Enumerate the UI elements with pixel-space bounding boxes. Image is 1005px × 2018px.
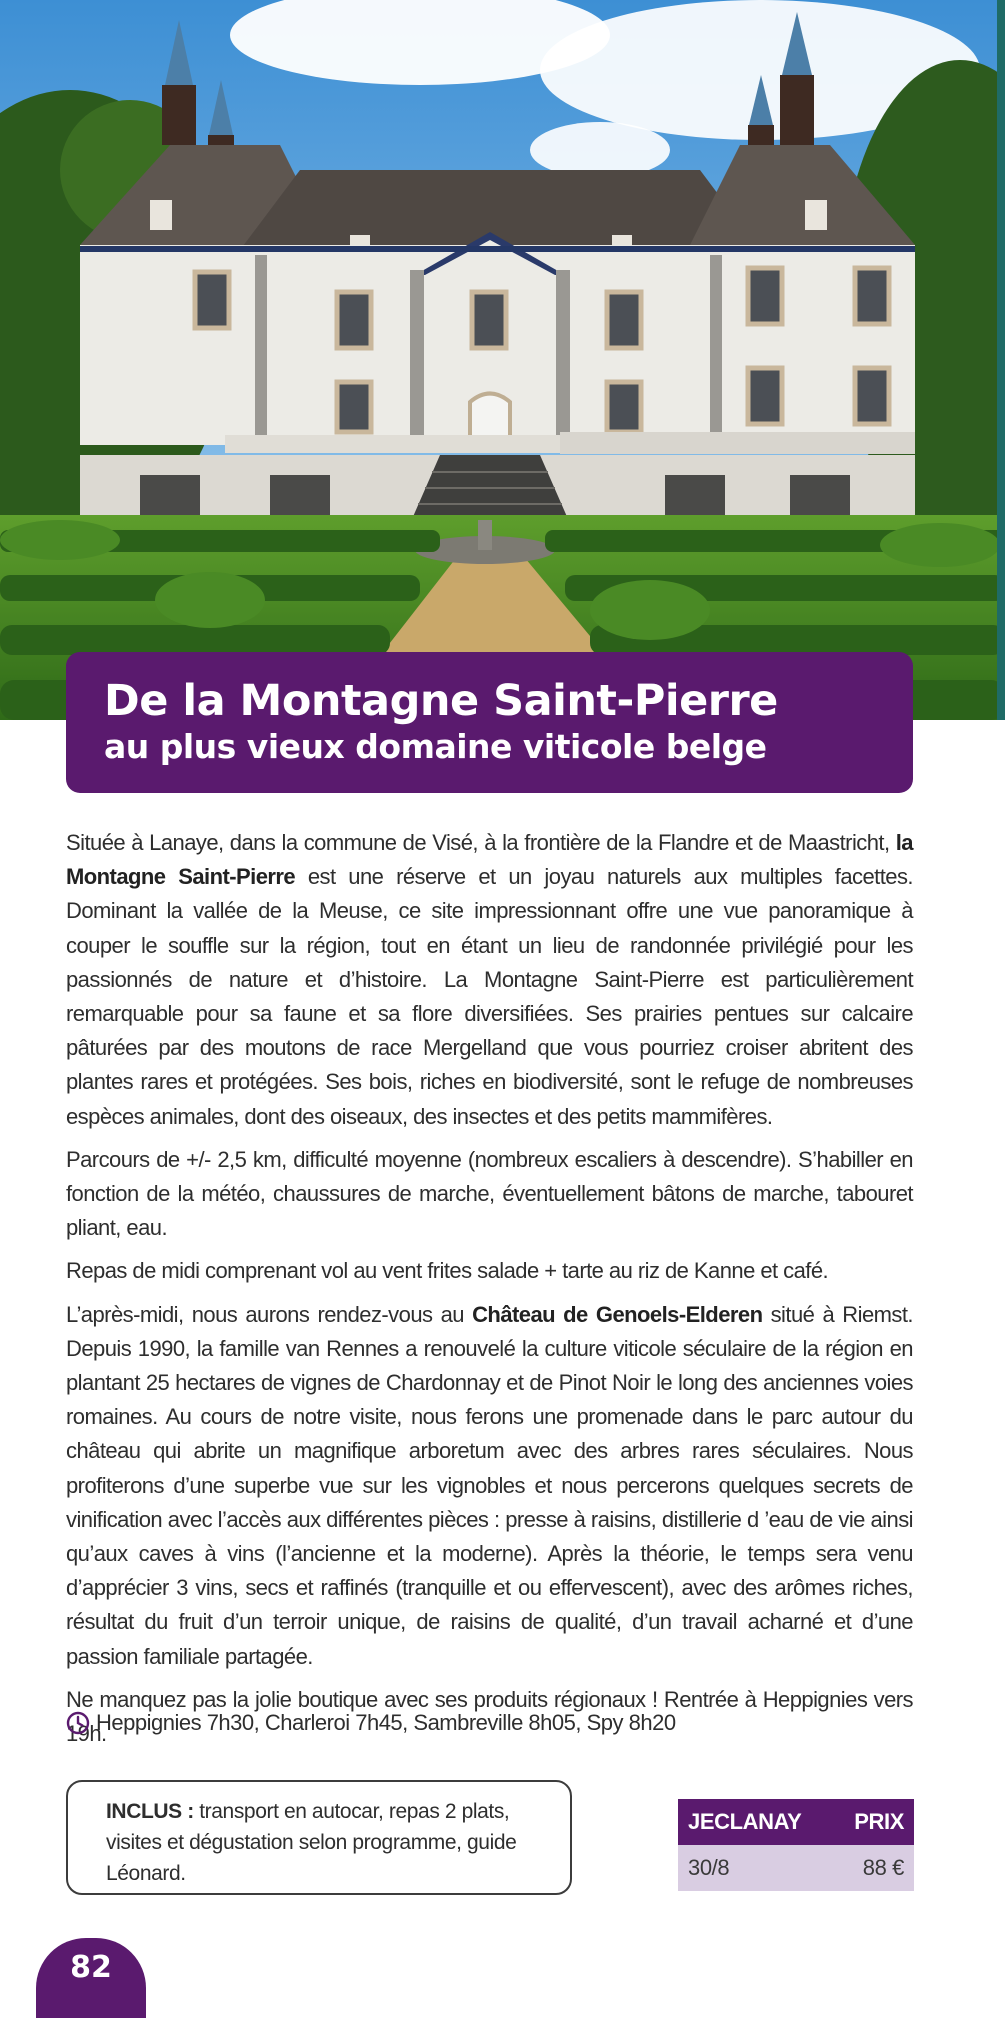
page-title: De la Montagne Saint-Pierre <box>104 676 778 726</box>
departure-text: Heppignies 7h30, Charleroi 7h45, Sambreville 8h05, Spy 8h20 <box>96 1710 676 1735</box>
page-number: 82 <box>70 1950 112 1985</box>
page-edge-accent <box>997 0 1005 720</box>
included-label: INCLUS : <box>106 1800 194 1823</box>
departure-times <box>66 1706 676 1740</box>
header-code: JECLANAY <box>678 1799 833 1845</box>
chateau-illustration <box>0 0 1005 720</box>
price-table-header <box>678 1799 914 1845</box>
paragraph-boutique: Ne manquez pas la jolie boutique avec ses produits régionaux ! Rentrée à Heppignies vers 19h. <box>66 1686 913 1747</box>
paragraph-montagne: Située à Lanaye, dans la commune de Visé, à la frontière de la Flandre et de Maastricht, la Montagne Saint-Pierre est une réserve et un joyau naturels aux multiples facettes. Dominant la vallée de la Meuse, ce site impressionnant offre une vue panoramique à couper le souffle sur la région, tout en étant un lieu de randonnée privilégié pour les passionnés de nature et d’histoire. La Montagne Saint-Pierre est particulièrement remarquable pour sa faune et sa flore diversifiées. Ses prairies pentues sur calcaire pâturées par des moutons de race Mergelland que vous pourriez croiser abritent des plantes rares et protégées. Ses bois, riches en biodiversité, sont le refuge de nombreuses espèces animales, dont des oiseaux, des insectes et des petits mammifères. <box>66 830 913 1129</box>
article-body <box>66 826 913 1760</box>
title-banner <box>66 652 913 793</box>
price-table <box>678 1799 914 1891</box>
page-number-tab <box>36 1938 146 2018</box>
highlight-chateau: Château de Genoels-Elderen <box>472 1301 763 1327</box>
page-subtitle: au plus vieux domaine viticole belge <box>104 727 767 767</box>
paragraph-chateau: L’après-midi, nous aurons rendez-vous au Château de Genoels-Elderen situé à Riemst. Depuis 1990, la famille van Rennes a renouvelé la culture viticole séculaire de la région en plantant 25 hectares de vignes de Chardonnay et de Pinot Noir le long des anciennes voies romaines. Au cours de notre visite, nous ferons une promenade dans le parc autour du château qui abrite un magnifique arboretum avec des arbres rares séculaires. Nous profiterons d’une superbe vue sur les vignobles et nous percerons quelques secrets de vinification avec l’accès aux différentes pièces : presse à raisins, distillerie d ’eau de vie ainsi qu’aux caves à vins (l’ancienne et la moderne). Après la théorie, le temps sera venu d’apprécier 3 vins, secs et raffinés (tranquille et ou effervescent), avec des arômes riches, résultat du fruit d’un terroir unique, de raisins de qualité, d’un travail acharné et d’une passion familiale partagée. <box>66 1301 913 1669</box>
clock-icon <box>66 1711 90 1735</box>
included-text: transport en autocar, repas 2 plats, visites et dégustation selon programme, guide Léonard. <box>106 1800 517 1885</box>
table-row <box>678 1845 914 1891</box>
hero-photo <box>0 0 1005 720</box>
header-price: PRIX <box>833 1799 914 1845</box>
row-date: 30/8 <box>678 1845 833 1891</box>
row-price: 88 € <box>833 1845 914 1891</box>
highlight-montagne: la Montagne Saint-Pierre <box>66 830 913 890</box>
paragraph-repas: Repas de midi comprenant vol au vent frites salade + tarte au riz de Kanne et café. <box>66 1258 829 1284</box>
included-box <box>66 1780 572 1895</box>
paragraph-parcours: Parcours de +/- 2,5 km, difficulté moyenne (nombreux escaliers à descendre). S’habiller en fonction de la météo, chaussures de marche, éventuellement bâtons de marche, tabouret pliant, eau. <box>66 1146 913 1241</box>
